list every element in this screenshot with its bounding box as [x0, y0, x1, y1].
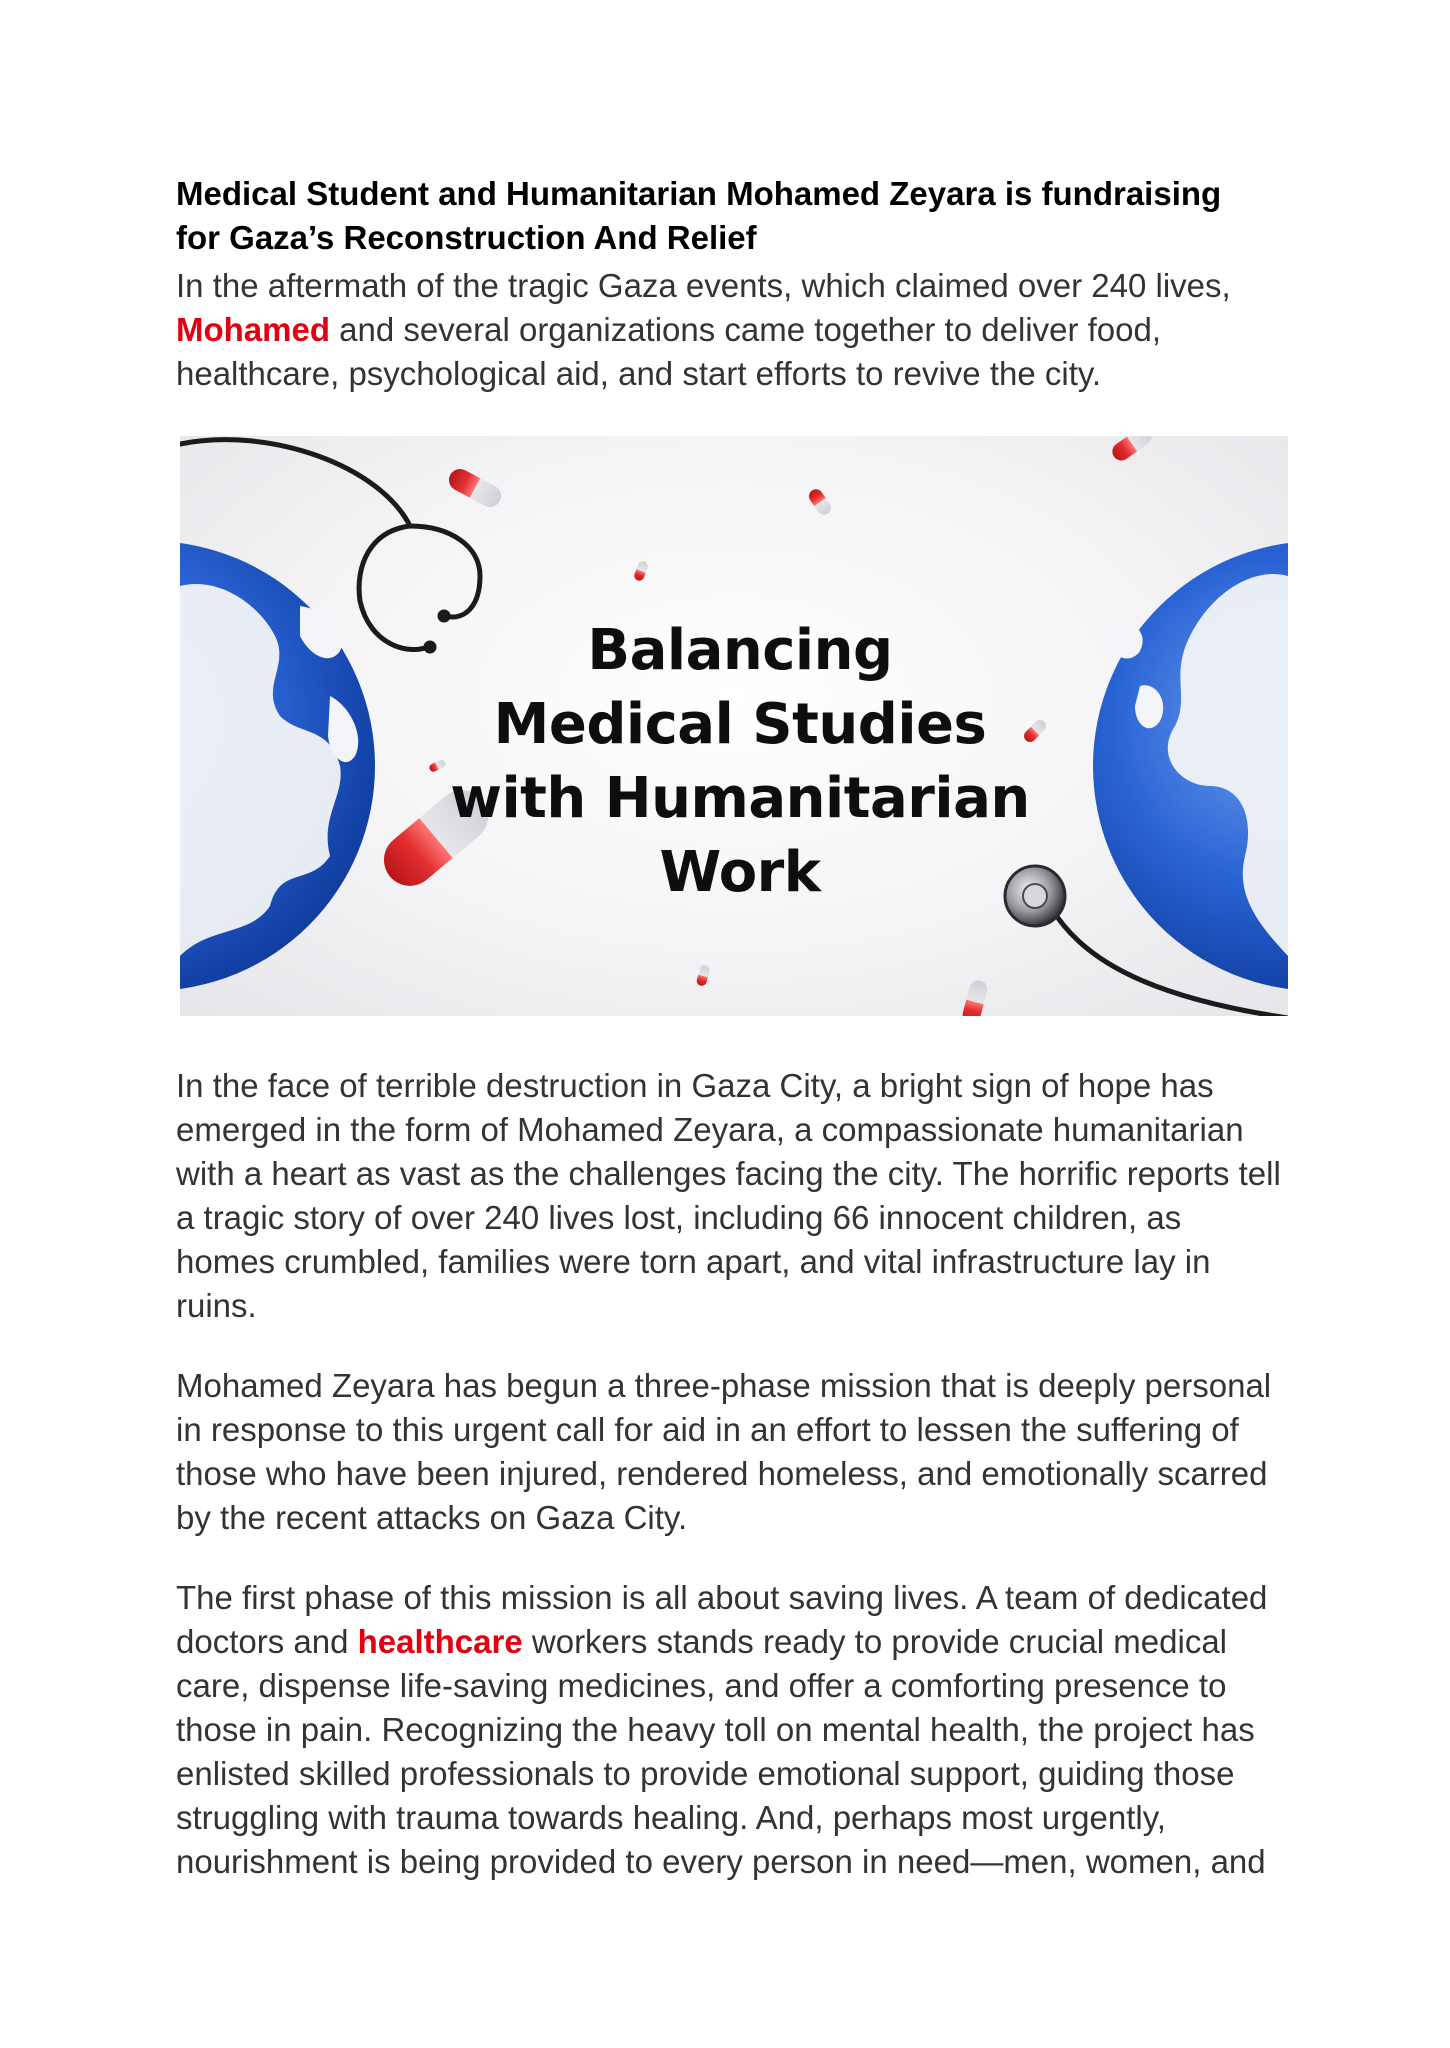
intro-text-after: and several organizations came together to deliver food, healthcare, psychological aid, and start efforts to revive the city. [176, 311, 1162, 392]
headline-line-2: for Gaza’s Reconstruction And Relief [176, 219, 757, 256]
body-paragraph-1: In the face of terrible destruction in Gaza City, a bright sign of hope has emerged in the form of Mohamed Zeyara, a compassionate humanitarian with a heart as vast as the challenges facing the city. The horrific reports tell a tragic story of over 240 lives lost, including 66 innocent children, as homes crumbled, families were torn apart, and vital infrastructure lay in ruins. [176, 1067, 1281, 1324]
body-paragraph-3 [176, 1576, 1286, 1884]
pill-icon-2 [806, 487, 834, 518]
banner-title [380, 614, 1100, 910]
para3-text-after: workers stands ready to provide crucial medical care, dispense life-saving medicines, and offer a comforting presence to those in pain. Recognizing the heavy toll on mental health, the project has enlisted skilled professionals to provide emotional support, guiding those struggling with trauma towards healing. And, perhaps most urgently, nourishment is being provided to every person in need—men, women, and [176, 1623, 1266, 1880]
mohamed-link[interactable]: Mohamed [176, 311, 331, 348]
pill-icon-3 [633, 560, 649, 582]
banner-line-2: Medical Studies [493, 692, 987, 757]
pill-icon-8 [961, 978, 990, 1016]
banner-image [180, 436, 1288, 1016]
headline-line-1: Medical Student and Humanitarian Mohamed Zeyara is fundraising [176, 175, 1222, 212]
banner-line-1: Balancing [587, 618, 893, 683]
left-globe-icon [180, 541, 375, 991]
intro-text-before: In the aftermath of the tragic Gaza events, which claimed over 240 lives, [176, 267, 1231, 304]
pill-icon-1 [445, 465, 505, 511]
pill-icon-4 [1109, 436, 1155, 464]
banner-line-4: Work [659, 840, 821, 905]
body-paragraph-2: Mohamed Zeyara has begun a three-phase mission that is deeply personal in response to this urgent call for aid in an effort to lessen the suffering of those who have been injured, rendered homeless, and emotionally scarred by the recent attacks on Gaza City. [176, 1367, 1272, 1536]
para3-text-before: The first phase of this mission is all about saving lives. A team of dedicated doctors and [176, 1579, 1268, 1660]
banner-line-3: with Humanitarian [450, 766, 1030, 831]
right-globe-icon [1093, 541, 1288, 991]
healthcare-link[interactable]: healthcare [357, 1623, 523, 1660]
intro-paragraph [176, 264, 1286, 396]
pill-icon-7 [695, 964, 710, 988]
article-headline [176, 172, 1286, 260]
